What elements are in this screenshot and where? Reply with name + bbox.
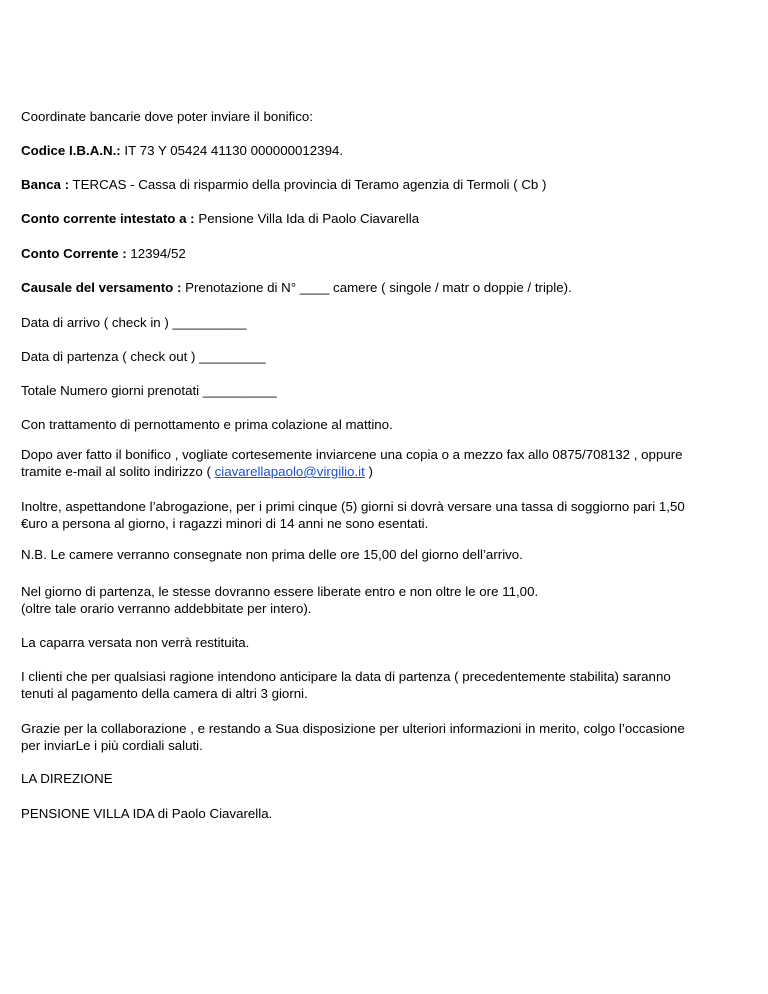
intro-text: Coordinate bancarie dove poter inviare il bonifico: <box>21 109 313 124</box>
treatment-line: Con trattamento di pernottamento e prima colazione al mattino. <box>21 417 393 432</box>
early-departure-line-2: tenuti al pagamento della camera di altri 3 giorni. <box>21 686 308 701</box>
tax-paragraph <box>21 498 741 532</box>
departure-note-line-1: Nel giorno di partenza, le stesse dovranno essere liberate entro e non oltre le ore 11,00. <box>21 584 539 599</box>
iban-line <box>21 142 343 159</box>
signature-line: PENSIONE VILLA IDA di Paolo Ciavarella. <box>21 806 273 821</box>
transfer-line-2-suffix: ) <box>364 464 373 479</box>
transfer-line-2-prefix: tramite e-mail al solito indirizzo ( <box>21 464 215 479</box>
total-days-line: Totale Numero giorni prenotati __________ <box>21 383 277 398</box>
early-departure-line-1: I clienti che per qualsiasi ragione intendono anticipare la data di partenza ( precedentemente stabilita) saranno <box>21 669 671 684</box>
greetings-line-2: per inviarLe i più cordiali saluti. <box>21 738 203 753</box>
iban-value: IT 73 Y 05424 41130 000000012394. <box>120 143 344 158</box>
account-holder-value: Pensione Villa Ida di Paolo Ciavarella <box>194 211 420 226</box>
payment-reason-value: Prenotazione di N° ____ camere ( singole / matr o doppie / triple). <box>181 280 572 295</box>
bank-value: TERCAS - Cassa di risparmio della provincia di Teramo agenzia di Termoli ( Cb ) <box>69 177 547 192</box>
transfer-line-2 <box>21 463 741 480</box>
account-number-line <box>21 245 186 262</box>
greetings-line-1: Grazie per la collaborazione , e restando a Sua disposizione per ulteriori informazioni in merito, colgo l’occasione <box>21 721 685 736</box>
account-number-label: Conto Corrente : <box>21 246 127 261</box>
payment-reason-line <box>21 279 572 296</box>
arrival-date-line: Data di arrivo ( check in ) __________ <box>21 315 247 330</box>
departure-note-line-2: (oltre tale orario verranno addebbitate per intero). <box>21 601 312 616</box>
transfer-line-1: Dopo aver fatto il bonifico , vogliate cortesemente inviarcene una copia o a mezzo fax allo 0875/708132 , oppure <box>21 447 683 462</box>
nb-line: N.B. Le camere verranno consegnate non prima delle ore 15,00 del giorno dell’arrivo. <box>21 547 523 562</box>
account-holder-label: Conto corrente intestato a : <box>21 211 195 226</box>
bank-label: Banca : <box>21 177 70 192</box>
management-line: LA DIREZIONE <box>21 771 113 786</box>
bank-line <box>21 176 546 193</box>
departure-paragraph <box>21 583 741 617</box>
account-number-value: 12394/52 <box>126 246 186 261</box>
deposit-line: La caparra versata non verrà restituita. <box>21 635 250 650</box>
account-holder-line <box>21 210 419 227</box>
payment-reason-label: Causale del versamento : <box>21 280 182 295</box>
transfer-instructions <box>21 446 741 480</box>
greetings-paragraph <box>21 720 741 754</box>
tax-line-1: Inoltre, aspettandone l’abrogazione, per i primi cinque (5) giorni si dovrà versare una tassa di soggiorno pari 1,50 <box>21 499 685 514</box>
early-departure-paragraph <box>21 668 741 702</box>
departure-date-line: Data di partenza ( check out ) _________ <box>21 349 266 364</box>
tax-line-2: €uro a persona al giorno, i ragazzi minori di 14 anni ne sono esentati. <box>21 516 429 531</box>
email-link[interactable]: ciavarellapaolo@virgilio.it <box>214 464 365 479</box>
iban-label: Codice I.B.A.N.: <box>21 143 121 158</box>
